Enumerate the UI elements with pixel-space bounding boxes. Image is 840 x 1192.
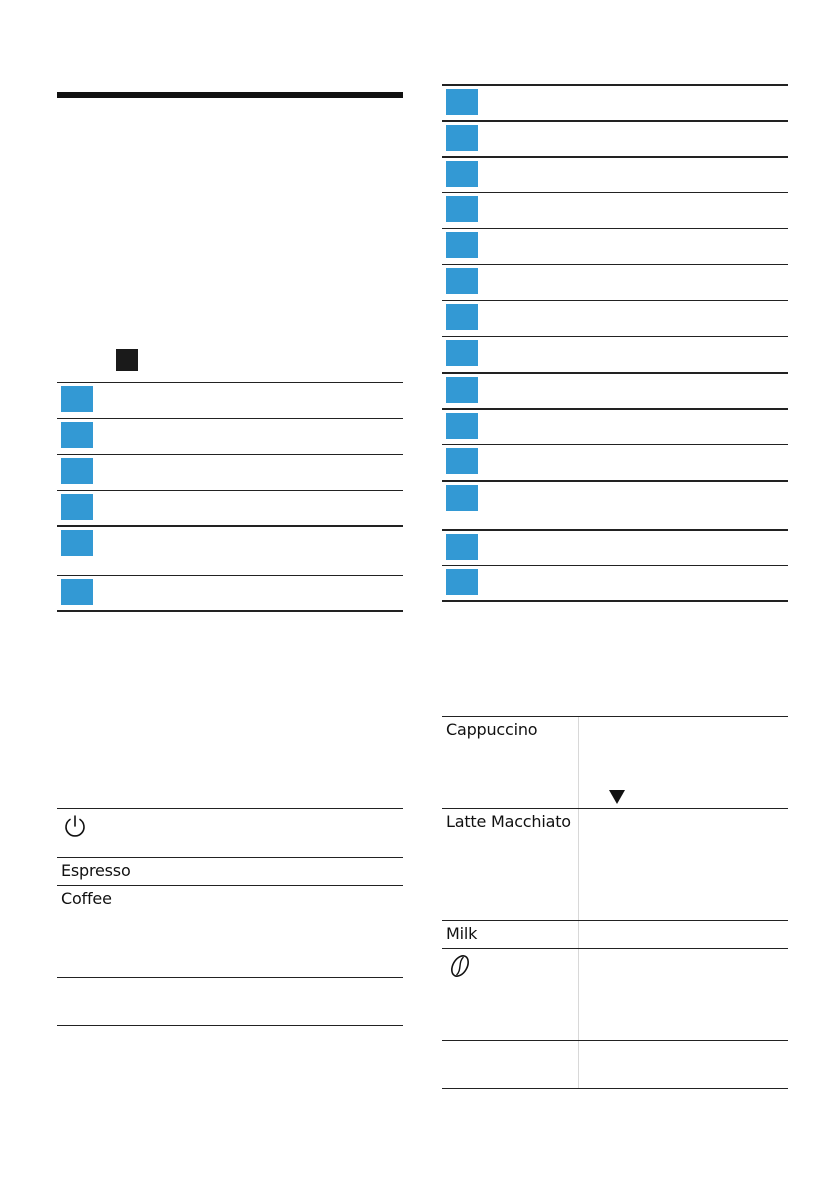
table-row bbox=[442, 264, 788, 300]
table-row bbox=[442, 1040, 788, 1089]
table-row bbox=[442, 444, 788, 480]
number-box bbox=[446, 413, 478, 439]
down-triangle-icon bbox=[608, 789, 626, 805]
table-row bbox=[57, 977, 403, 1026]
table-row bbox=[57, 857, 403, 885]
number-box bbox=[61, 494, 93, 520]
table-row bbox=[442, 120, 788, 156]
table-row bbox=[442, 565, 788, 602]
table-row bbox=[442, 192, 788, 228]
table-row bbox=[442, 529, 788, 565]
number-box bbox=[61, 579, 93, 605]
table-row bbox=[442, 156, 788, 192]
left-number-table bbox=[57, 382, 403, 612]
table-row bbox=[57, 575, 403, 612]
table-row bbox=[57, 418, 403, 454]
number-box bbox=[446, 377, 478, 403]
table-row bbox=[442, 716, 788, 808]
number-box bbox=[446, 534, 478, 560]
number-box bbox=[446, 125, 478, 151]
square-symbol-icon bbox=[116, 349, 138, 371]
table-row bbox=[57, 454, 403, 490]
table-row bbox=[57, 490, 403, 525]
number-box bbox=[446, 569, 478, 595]
number-box bbox=[61, 422, 93, 448]
number-box bbox=[446, 340, 478, 366]
number-box bbox=[446, 448, 478, 474]
table-row bbox=[442, 300, 788, 336]
table-row bbox=[57, 885, 403, 977]
table-row bbox=[442, 480, 788, 529]
number-box bbox=[61, 530, 93, 556]
table-row bbox=[57, 808, 403, 857]
table-row bbox=[442, 808, 788, 920]
table-row bbox=[442, 372, 788, 408]
number-box bbox=[446, 161, 478, 187]
number-box bbox=[446, 268, 478, 294]
table-row bbox=[442, 84, 788, 120]
coffee-bean-icon bbox=[447, 953, 473, 979]
number-box bbox=[446, 304, 478, 330]
row-label: Espresso bbox=[61, 861, 131, 880]
table-row bbox=[442, 920, 788, 948]
number-box bbox=[61, 458, 93, 484]
row-label: Cappuccino bbox=[446, 720, 538, 739]
number-box bbox=[446, 232, 478, 258]
row-label: Coffee bbox=[61, 889, 112, 908]
power-icon bbox=[62, 813, 88, 839]
number-box bbox=[446, 196, 478, 222]
table-row bbox=[57, 382, 403, 418]
table-row bbox=[442, 228, 788, 264]
table-row bbox=[442, 336, 788, 372]
table-row bbox=[442, 948, 788, 1040]
number-box bbox=[61, 386, 93, 412]
row-label: Milk bbox=[446, 924, 478, 943]
table-row bbox=[442, 408, 788, 444]
right-description-table bbox=[442, 716, 788, 1089]
number-box bbox=[446, 485, 478, 511]
section-heading-rule bbox=[57, 92, 403, 98]
table-row bbox=[57, 525, 403, 575]
number-box bbox=[446, 89, 478, 115]
left-description-table bbox=[57, 808, 403, 1026]
right-number-table bbox=[442, 84, 788, 602]
row-label: Latte Macchiato bbox=[446, 812, 571, 831]
